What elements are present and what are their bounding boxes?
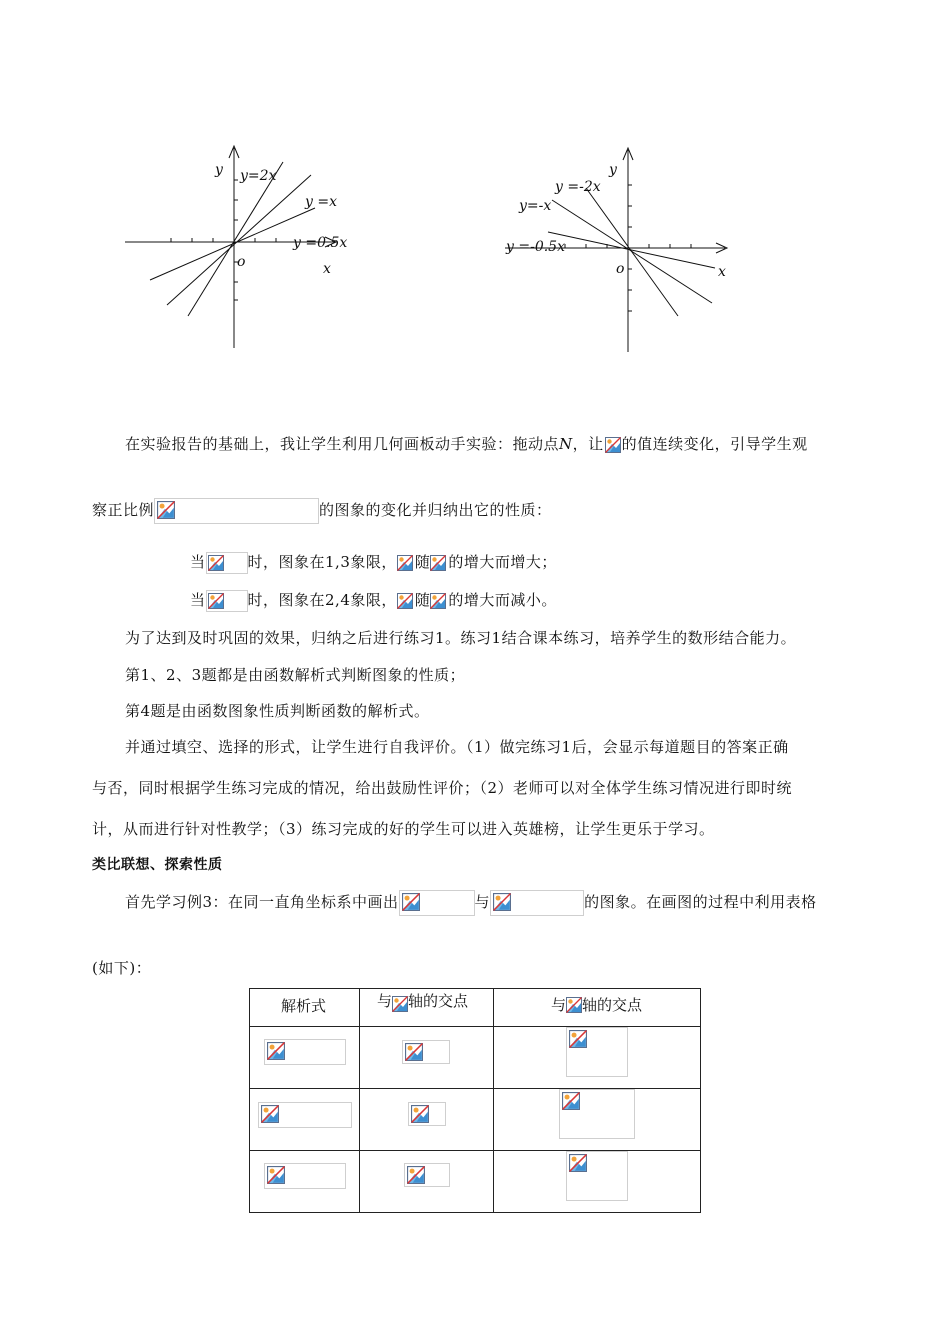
line-y-2x xyxy=(188,162,283,316)
table-cell xyxy=(494,1151,701,1213)
paragraph-self-evaluation: 并通过填空、选择的形式，让学生进行自我评价。（1）做完练习1后，会显示每道题目的答案正确 xyxy=(125,738,789,756)
table-header-cell xyxy=(250,989,360,1027)
formula-image-cell xyxy=(264,1163,346,1189)
image-placeholder-icon xyxy=(569,1154,587,1172)
intersection-table xyxy=(249,988,701,1213)
table-header-cell xyxy=(360,989,494,1027)
line-y-neg0.5x xyxy=(548,232,715,268)
formula-image-x xyxy=(430,553,448,573)
formula-image-cell xyxy=(566,1027,628,1077)
formula-image-function-2 xyxy=(490,890,584,916)
formula-image-cell xyxy=(566,1151,628,1201)
formula-image-cell xyxy=(559,1089,635,1139)
case-k-positive: 当 时，图象在1,3象限， 随 的增大而增大； xyxy=(190,551,557,574)
image-placeholder-icon xyxy=(493,893,511,911)
y-label-left: y xyxy=(215,162,223,178)
table-cell xyxy=(360,1089,494,1151)
x-label-right: x xyxy=(718,264,726,280)
label-y-0.5x: y =0.5x xyxy=(293,235,348,251)
paragraph-direct-proportion: 察正比例 的图象的变化并归纳出它的性质： xyxy=(92,498,552,524)
paragraph-question-4: 第4题是由函数图象性质判断函数的解析式。 xyxy=(125,702,430,720)
image-placeholder-icon xyxy=(430,555,446,571)
formula-image-cell xyxy=(402,1040,450,1064)
image-placeholder-icon xyxy=(605,437,621,453)
table-cell xyxy=(250,1151,360,1213)
label-y-2x: y=2x xyxy=(240,168,277,184)
section-heading: 类比联想、探索性质 xyxy=(92,857,223,873)
formula-image-function-1 xyxy=(399,890,475,916)
label-y-x: y =x xyxy=(305,194,337,210)
paragraph-example-3: 首先学习例3：在同一直角坐标系中画出 与 的图象。在画图的过程中利用表格 xyxy=(125,890,817,916)
image-placeholder-icon xyxy=(397,593,413,609)
image-placeholder-icon xyxy=(208,593,224,609)
image-placeholder-icon xyxy=(569,1030,587,1048)
image-placeholder-icon xyxy=(402,893,420,911)
graph-left xyxy=(115,140,365,360)
table-header-cell xyxy=(494,989,701,1027)
paragraph-self-evaluation-cont1: 与否，同时根据学生练习完成的情况，给出鼓励性评价；（2）老师可以对全体学生练习情况进行即时统 xyxy=(92,779,793,797)
image-placeholder-icon xyxy=(157,501,175,519)
image-placeholder-icon xyxy=(261,1105,279,1123)
image-placeholder-icon xyxy=(430,593,446,609)
table-cell xyxy=(494,1027,701,1089)
table-cell xyxy=(360,1027,494,1089)
y-label-right: y xyxy=(609,162,617,178)
paragraph-example-cont: (如下)： xyxy=(92,959,152,977)
table-cell xyxy=(360,1151,494,1213)
label-y-neg0.5x: y =-0.5x xyxy=(506,239,565,255)
formula-image-cell xyxy=(258,1102,352,1128)
image-placeholder-icon xyxy=(397,555,413,571)
image-placeholder-icon xyxy=(267,1042,285,1060)
formula-image-y-kx xyxy=(154,498,319,524)
graph-right xyxy=(500,140,750,360)
line-y-0.5x xyxy=(150,208,315,280)
label-y-neg2x: y =-2x xyxy=(555,179,601,195)
formula-image-k-gt-0 xyxy=(206,552,248,574)
header-y-axis-intersection: 与 轴的交点 xyxy=(551,996,643,1014)
image-placeholder-icon xyxy=(267,1166,285,1184)
formula-image-cell xyxy=(264,1039,346,1065)
table-row xyxy=(250,1089,701,1151)
table-header-row xyxy=(250,989,701,1027)
formula-image-cell xyxy=(404,1163,450,1187)
image-placeholder-icon xyxy=(208,555,224,571)
formula-image-k xyxy=(604,435,622,455)
image-placeholder-icon xyxy=(562,1092,580,1110)
image-placeholder-icon xyxy=(566,997,582,1013)
table-cell xyxy=(250,1027,360,1089)
label-y-negx: y=-x xyxy=(519,198,552,214)
formula-image-y xyxy=(397,591,415,611)
image-placeholder-icon xyxy=(405,1043,423,1061)
line-y-negx xyxy=(552,200,712,303)
image-placeholder-icon xyxy=(392,996,408,1012)
x-label-left: x xyxy=(323,261,331,277)
image-placeholder-icon xyxy=(411,1105,429,1123)
paragraph-questions-1-3: 第1、2、3题都是由函数解析式判断图象的性质； xyxy=(125,666,466,684)
origin-label-left: o xyxy=(237,254,246,270)
table-row xyxy=(250,1151,701,1213)
formula-image-k-lt-0 xyxy=(206,590,248,612)
table-cell xyxy=(250,1089,360,1151)
point-n: N xyxy=(559,435,573,453)
formula-image-x xyxy=(430,591,448,611)
header-x-axis-intersection: 与 轴的交点 xyxy=(377,992,469,1010)
paragraph-exercise-1: 为了达到及时巩固的效果，归纳之后进行练习1。练习1结合课本练习，培养学生的数形结合能力。 xyxy=(125,629,797,647)
header-expression: 解析式 xyxy=(281,997,327,1015)
image-placeholder-icon xyxy=(407,1166,425,1184)
origin-label-right: o xyxy=(616,261,625,277)
paragraph-self-evaluation-cont2: 计，从而进行针对性教学；（3）练习完成的好的学生可以进入英雄榜，让学生更乐于学习。 xyxy=(92,820,715,838)
table-row xyxy=(250,1027,701,1089)
paragraph-drag-experiment: 在实验报告的基础上，我让学生利用几何画板动手实验：拖动点N，让 的值连续变化，引导学生观 xyxy=(125,435,808,453)
formula-image-y xyxy=(397,553,415,573)
formula-image-cell xyxy=(408,1102,446,1126)
case-k-negative: 当 时，图象在2,4象限， 随 的增大而减小。 xyxy=(190,589,557,612)
line-y-x xyxy=(167,175,311,305)
table-cell xyxy=(494,1089,701,1151)
